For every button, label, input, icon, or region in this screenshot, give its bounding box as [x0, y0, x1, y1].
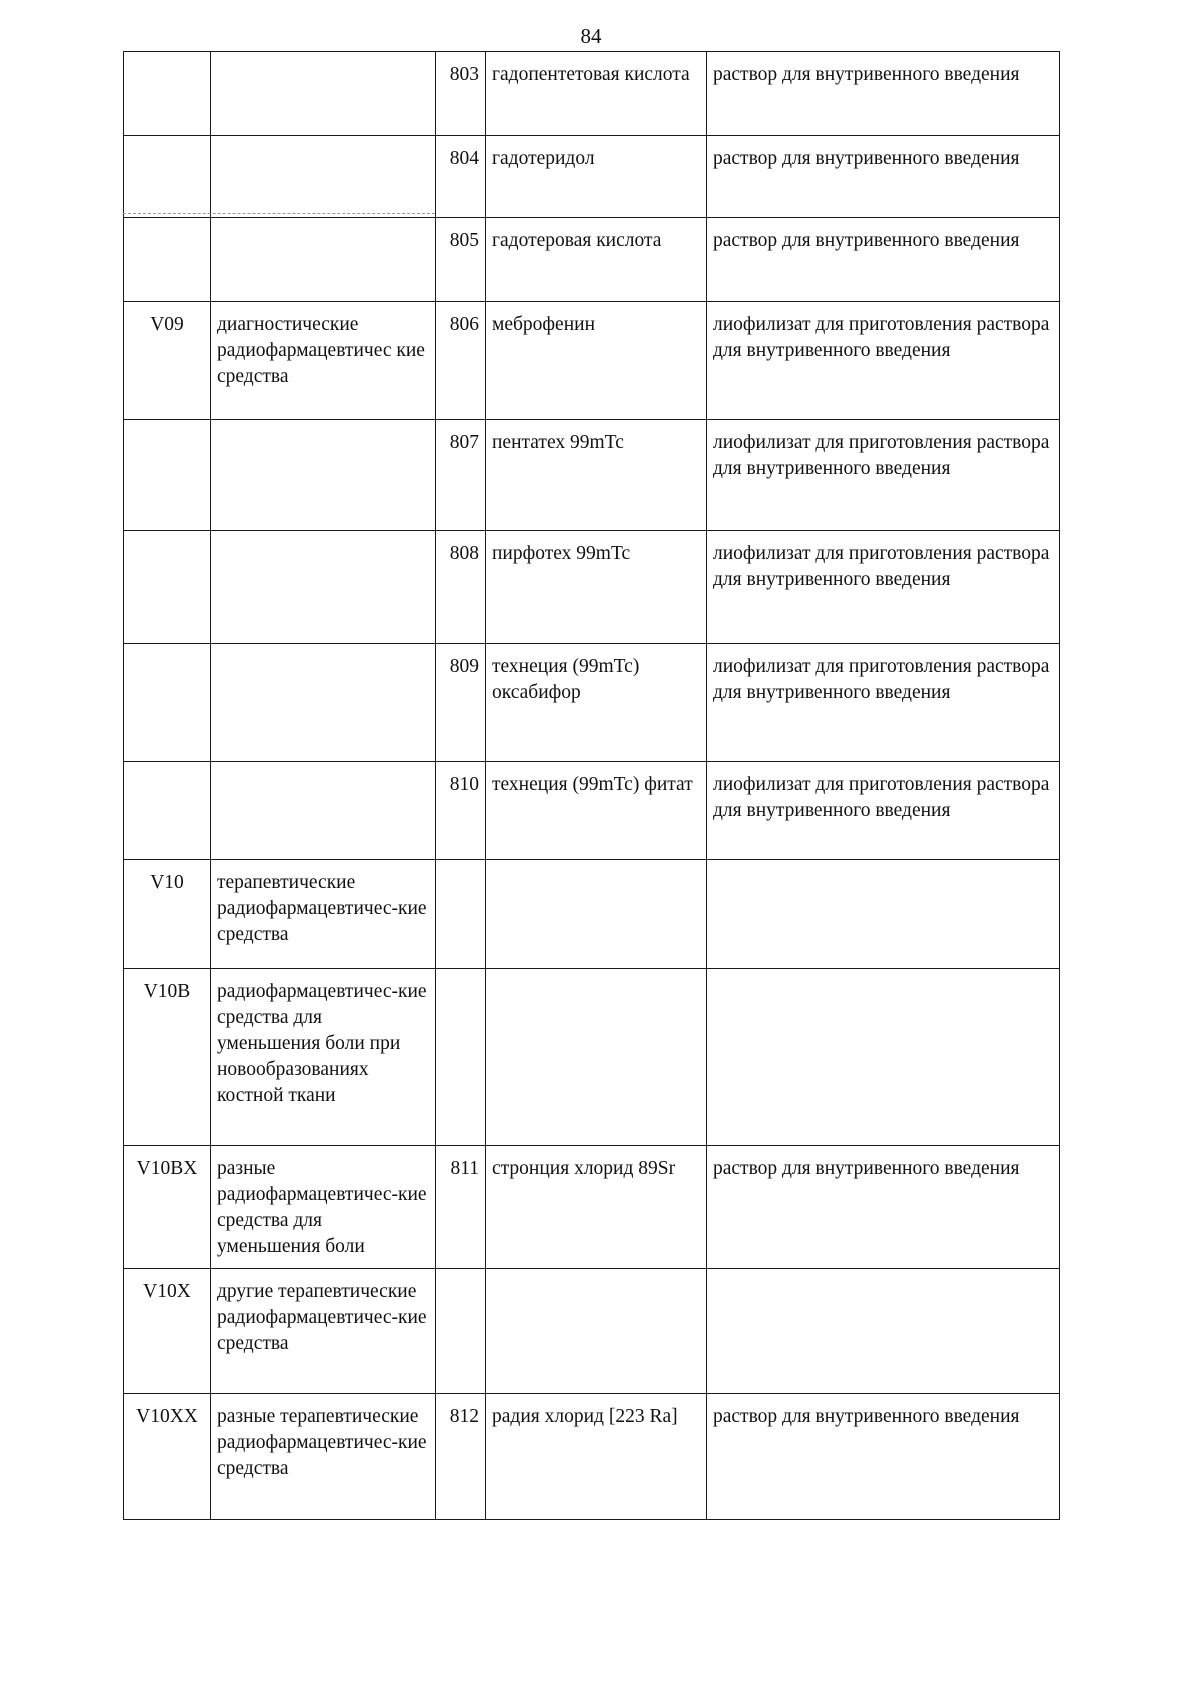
group-name — [211, 420, 436, 531]
table-row — [124, 644, 1060, 762]
row-number — [436, 1269, 486, 1394]
row-number: 808 — [436, 531, 486, 644]
atc-code — [124, 52, 211, 136]
row-number: 804 — [436, 136, 486, 218]
dosage-form: лиофилизат для приготовления раствора для внутривенного введения — [707, 644, 1060, 762]
dosage-form: раствор для внутривенного введения — [707, 52, 1060, 136]
table-row — [124, 860, 1060, 969]
group-name: радиофармацевтичес-кие средства для уменьшения боли при новообразованиях костной ткани — [211, 969, 436, 1146]
dosage-form: лиофилизат для приготовления раствора для внутривенного введения — [707, 531, 1060, 644]
drug-name: пирфотех 99mTc — [486, 531, 707, 644]
dosage-form: раствор для внутривенного введения — [707, 1146, 1060, 1269]
drug-name: стронция хлорид 89Sr — [486, 1146, 707, 1269]
table-row — [124, 136, 1060, 218]
row-number — [436, 969, 486, 1146]
drug-name: пентатех 99mTc — [486, 420, 707, 531]
row-number: 805 — [436, 218, 486, 302]
dosage-form — [707, 860, 1060, 969]
atc-code — [124, 136, 211, 218]
drug-name — [486, 969, 707, 1146]
drug-name: гадопентетовая кислота — [486, 52, 707, 136]
atc-code: V10X — [124, 1269, 211, 1394]
table-row — [124, 218, 1060, 302]
dosage-form — [707, 969, 1060, 1146]
drug-name: гадотеридол — [486, 136, 707, 218]
group-name — [211, 136, 436, 218]
group-name: диагностические радиофармацевтичес кие средства — [211, 302, 436, 420]
group-name — [211, 218, 436, 302]
dosage-form: лиофилизат для приготовления раствора для внутривенного введения — [707, 420, 1060, 531]
row-number: 809 — [436, 644, 486, 762]
drug-name: технеция (99mTc) оксабифор — [486, 644, 707, 762]
row-number: 807 — [436, 420, 486, 531]
drug-name: радия хлорид [223 Ra] — [486, 1394, 707, 1520]
dosage-form: лиофилизат для приготовления раствора для внутривенного введения — [707, 302, 1060, 420]
table-row — [124, 1394, 1060, 1520]
row-number: 803 — [436, 52, 486, 136]
table-row — [124, 52, 1060, 136]
atc-code — [124, 762, 211, 860]
row-number: 810 — [436, 762, 486, 860]
row-number: 811 — [436, 1146, 486, 1269]
dosage-form: раствор для внутривенного введения — [707, 1394, 1060, 1520]
atc-code: V09 — [124, 302, 211, 420]
table-row — [124, 531, 1060, 644]
group-name: другие терапевтические радиофармацевтичес-кие средства — [211, 1269, 436, 1394]
dosage-form: лиофилизат для приготовления раствора для внутривенного введения — [707, 762, 1060, 860]
group-name — [211, 52, 436, 136]
page-number: 84 — [580, 24, 602, 48]
drug-table — [123, 51, 1060, 1520]
atc-code — [124, 531, 211, 644]
group-name — [211, 644, 436, 762]
atc-code: V10B — [124, 969, 211, 1146]
row-number: 812 — [436, 1394, 486, 1520]
atc-code — [124, 644, 211, 762]
row-number — [436, 860, 486, 969]
drug-name — [486, 860, 707, 969]
drug-name: гадотеровая кислота — [486, 218, 707, 302]
atc-code: V10XX — [124, 1394, 211, 1520]
group-name — [211, 762, 436, 860]
atc-code: V10BX — [124, 1146, 211, 1269]
group-name — [211, 531, 436, 644]
row-number: 806 — [436, 302, 486, 420]
scan-artifact-line — [123, 213, 435, 214]
drug-name — [486, 1269, 707, 1394]
group-name: разные радиофармацевтичес-кие средства для уменьшения боли — [211, 1146, 436, 1269]
dosage-form — [707, 1269, 1060, 1394]
table-row — [124, 969, 1060, 1146]
table-row — [124, 302, 1060, 420]
table-row — [124, 1269, 1060, 1394]
atc-code — [124, 218, 211, 302]
group-name: терапевтические радиофармацевтичес-кие средства — [211, 860, 436, 969]
dosage-form: раствор для внутривенного введения — [707, 136, 1060, 218]
atc-code: V10 — [124, 860, 211, 969]
atc-code — [124, 420, 211, 531]
group-name: разные терапевтические радиофармацевтичес-кие средства — [211, 1394, 436, 1520]
drug-name: меброфенин — [486, 302, 707, 420]
table-row — [124, 1146, 1060, 1269]
drug-name: технеция (99mTc) фитат — [486, 762, 707, 860]
table-row — [124, 762, 1060, 860]
dosage-form: раствор для внутривенного введения — [707, 218, 1060, 302]
table-row — [124, 420, 1060, 531]
